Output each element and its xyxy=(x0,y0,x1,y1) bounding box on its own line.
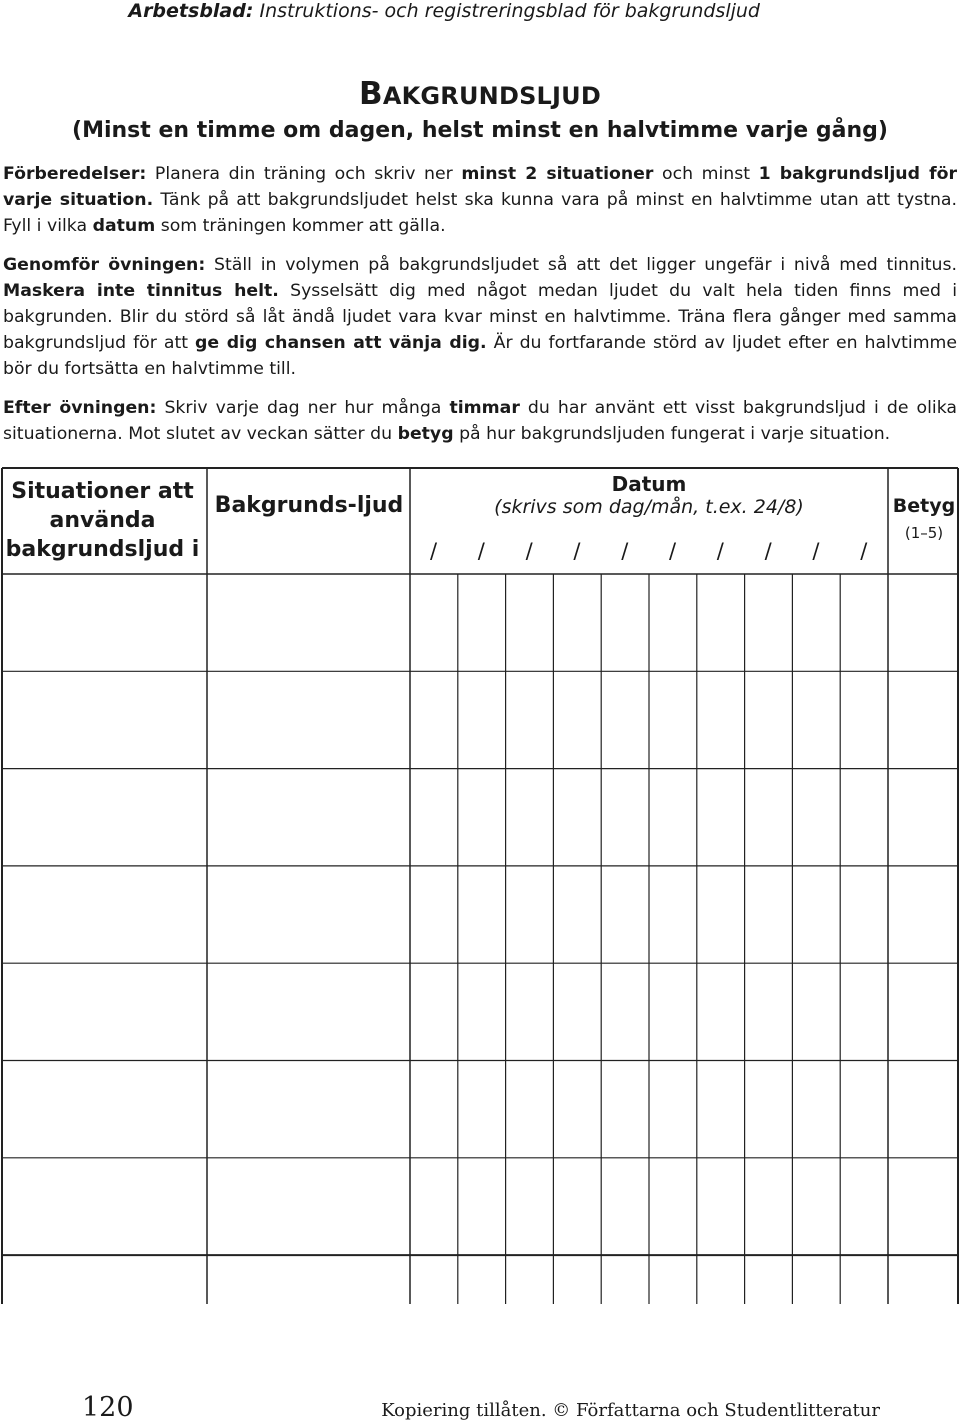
table-grid xyxy=(0,467,960,1307)
header-date: Datum xyxy=(611,472,687,496)
paragraph-run: Genomför övningen: xyxy=(3,255,206,275)
paragraph-run: 1 bakgrundsljud för varje situation. xyxy=(3,164,958,210)
date-slot-slash: / xyxy=(477,539,485,563)
header-label: Arbetsblad: xyxy=(128,0,254,22)
date-slot-slash: / xyxy=(716,539,724,563)
paragraph-run: Är du fortfarande störd av ljudet efter en halvtimme bör du fortsätta en halvtimme till. xyxy=(3,333,958,379)
worksheet-header xyxy=(128,0,760,22)
title-first-letter: B xyxy=(358,76,383,112)
date-slot-slash: / xyxy=(860,539,868,563)
execution-paragraph xyxy=(3,252,957,382)
after-paragraph xyxy=(3,395,957,447)
date-slot-slash: / xyxy=(573,539,581,563)
paragraph-run: Maskera inte tinnitus helt. xyxy=(3,281,279,301)
page-number: 120 xyxy=(82,1392,134,1423)
header-text: Instruktions- och registreringsblad för bakgrundsljud xyxy=(253,0,760,22)
date-slot-slash: / xyxy=(430,539,438,563)
header-grade-range: (1–5) xyxy=(904,524,944,542)
header-date-hint: (skrivs som dag/mån, t.ex. 24/8) xyxy=(494,496,804,518)
date-slot-slash: / xyxy=(764,539,772,563)
paragraph-run: betyg xyxy=(397,424,454,444)
paragraph-run: Efter övningen: xyxy=(3,398,157,418)
date-slot-slash: / xyxy=(525,539,533,563)
header-situations: Situationer att använda bakgrundsljud i xyxy=(5,479,200,562)
header-grade: Betyg xyxy=(892,495,956,517)
copyright-notice: Kopiering tillåten. © Författarna och Studentlitteratur xyxy=(381,1400,880,1421)
page-subtitle: (Minst en timme om dagen, helst minst en halvtimme varje gång) xyxy=(72,118,888,143)
paragraph-run: på hur bakgrundsljuden fungerat i varje situation. xyxy=(453,424,891,444)
preparation-paragraph xyxy=(3,161,957,239)
paragraph-run: Ställ in volymen på bakgrundsljudet så att det ligger ungefär i nivå med tinnitus. xyxy=(205,255,957,275)
date-slot-slash: / xyxy=(812,539,820,563)
paragraph-run: och minst xyxy=(653,164,759,184)
paragraph-run: Planera din träning och skriv ner xyxy=(146,164,462,184)
date-slot-slash: / xyxy=(669,539,677,563)
paragraph-run: som träningen kommer att gälla. xyxy=(155,216,446,236)
header-background-sound: Bakgrunds-ljud xyxy=(214,493,404,518)
paragraph-run: timmar xyxy=(449,398,520,418)
title-rest: AKGRUNDSLJUD xyxy=(382,82,601,110)
paragraph-run: Förberedelser: xyxy=(3,164,147,184)
page-title xyxy=(0,76,960,112)
paragraph-run: du har använt ett visst bakgrundsljud i de olika situationerna. Mot slutet av veckan sätter du xyxy=(3,398,957,444)
paragraph-run: ge dig chansen att vänja dig. xyxy=(195,333,487,353)
paragraph-run: datum xyxy=(92,216,156,236)
date-slot-slash: / xyxy=(621,539,629,563)
paragraph-run: Sysselsätt dig med något medan ljudet du valt hela tiden finns med i bakgrunden. Blir du störd så låt ändå ljudet vara kvar minst en halvtimme. Träna flera gånger med samma bakgrundsljud för att xyxy=(3,281,957,353)
paragraph-run: Skriv varje dag ner hur många xyxy=(156,398,450,418)
paragraph-run: minst 2 situationer xyxy=(461,164,654,184)
paragraph-run: Tänk på att bakgrundsljudet helst ska kunna vara på minst en halvtimme utan att tystna. Fyll i vilka xyxy=(3,190,958,236)
